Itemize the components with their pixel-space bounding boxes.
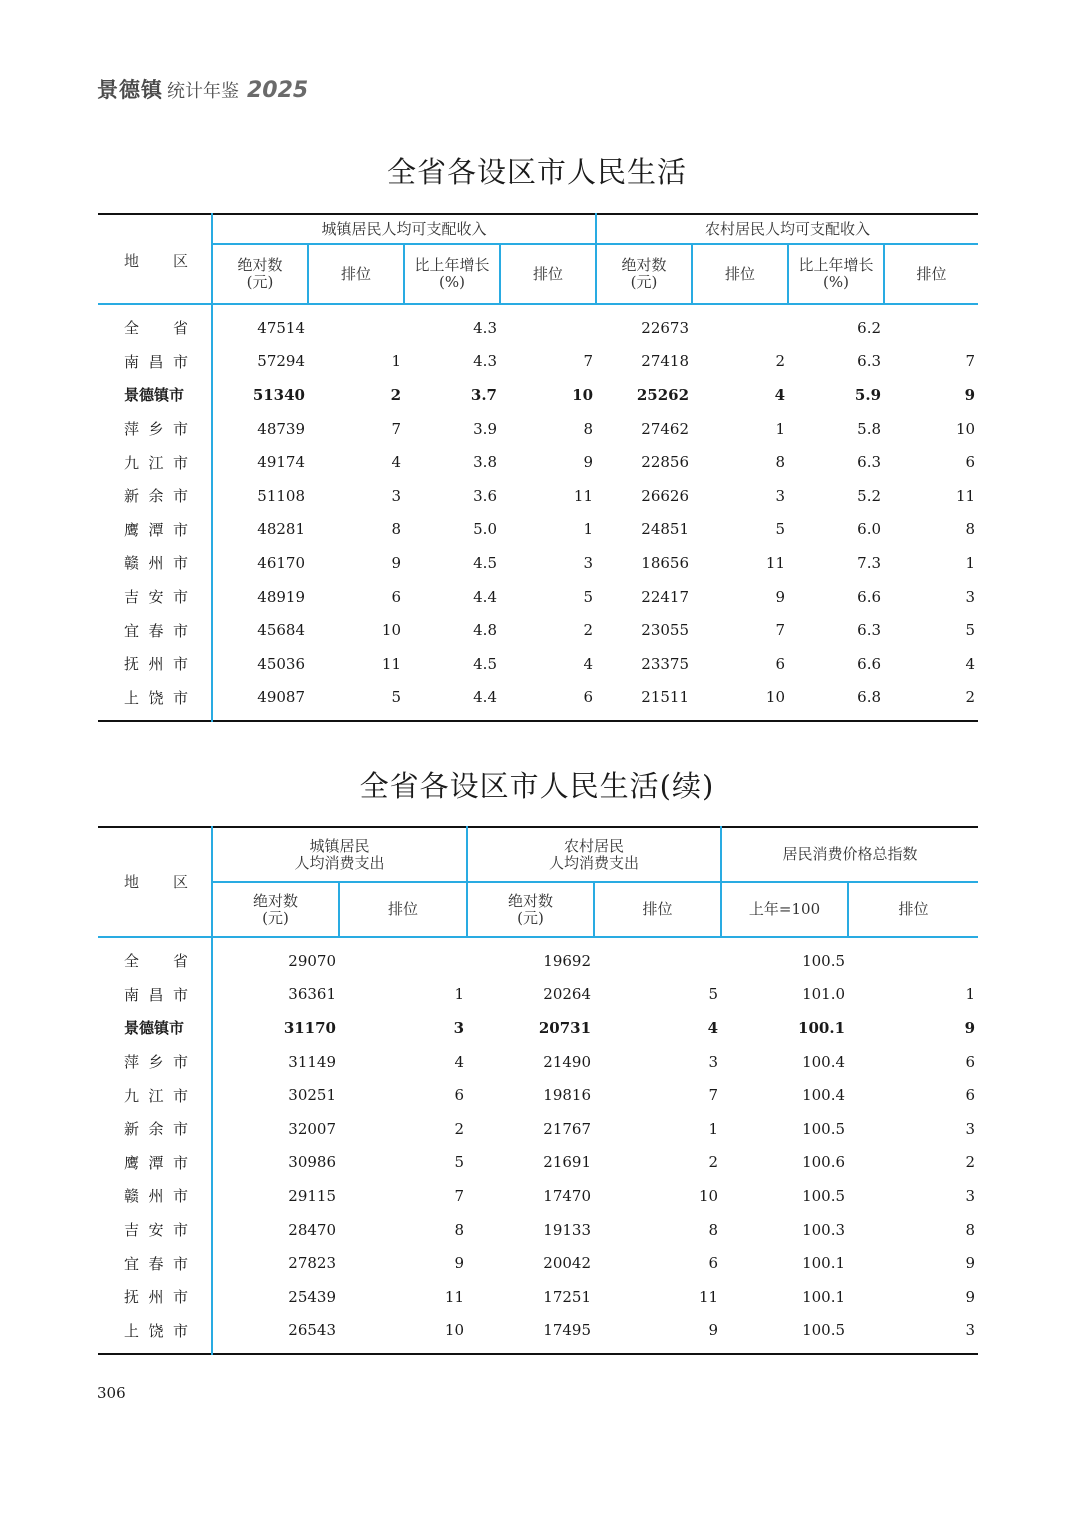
brand-year: 2025 [247, 78, 309, 103]
data-cell: 3 [708, 1052, 719, 1071]
data-cell: 6.2 [857, 318, 882, 337]
col-header-index: 上年=100 [721, 882, 848, 937]
region-cell: 景德镇市 [124, 1019, 185, 1038]
region-column-header: 地 区 [124, 872, 188, 891]
data-cell: 7 [965, 352, 976, 371]
data-cell: 32007 [212, 1112, 339, 1146]
data-cell: 1 [454, 985, 465, 1004]
consumption-table [98, 826, 978, 1355]
data-cell: 100.1 [802, 1254, 846, 1273]
data-cell: 7 [454, 1186, 465, 1205]
region-cell: 上饶市 [124, 1321, 188, 1340]
urban-consumption-group-header: 城镇居民 人均消费支出 [212, 827, 467, 882]
col-header-absolute: 绝对数 (元) [212, 244, 308, 304]
data-cell: 6.3 [857, 352, 882, 371]
data-cell: 8 [391, 520, 401, 539]
table-row [98, 937, 978, 978]
data-cell: 26626 [641, 486, 690, 505]
table-row [98, 1246, 978, 1280]
col-header-rank: 排位 [884, 244, 978, 304]
data-cell: 3 [965, 587, 976, 606]
data-cell: 25262 [636, 385, 690, 404]
col-header-growth: 比上年增长 (%) [788, 244, 884, 304]
data-cell: 9 [708, 1321, 719, 1340]
table2-title: 全省各设区市人民生活(续) [359, 769, 715, 803]
data-cell: 4.3 [473, 352, 497, 371]
data-cell: 49087 [212, 681, 308, 722]
data-cell: 19692 [543, 951, 592, 970]
table-row [98, 513, 978, 547]
region-cell: 吉安市 [124, 588, 188, 607]
data-cell: 27418 [641, 352, 690, 371]
data-cell: 30986 [212, 1146, 339, 1180]
data-cell: 100.5 [802, 1321, 846, 1340]
data-cell: 6 [454, 1086, 465, 1105]
running-header [97, 74, 308, 104]
data-cell: 3 [965, 1186, 976, 1205]
data-cell: 47514 [212, 304, 308, 345]
data-cell: 18656 [641, 553, 690, 572]
table-row [98, 1045, 978, 1079]
data-cell: 8 [775, 453, 786, 472]
data-cell: 11 [444, 1287, 465, 1306]
table-row [98, 647, 978, 681]
data-cell: 11 [381, 654, 401, 673]
table-row [98, 1112, 978, 1146]
data-cell: 46170 [212, 546, 308, 580]
table-row [98, 378, 978, 412]
income-table [98, 213, 978, 722]
data-cell: 21691 [543, 1153, 592, 1172]
data-cell: 3.7 [470, 385, 497, 404]
data-cell: 100.4 [802, 1052, 846, 1071]
data-cell: 11 [698, 1287, 719, 1306]
col-header-absolute: 绝对数 (元) [467, 882, 594, 937]
data-cell: 5 [583, 587, 594, 606]
data-cell: 21511 [641, 688, 690, 707]
data-cell: 2 [583, 621, 594, 640]
table-row [98, 1146, 978, 1180]
data-cell: 31170 [212, 1011, 339, 1045]
table-row [98, 1314, 978, 1355]
data-cell: 25439 [212, 1280, 339, 1314]
data-cell: 3 [453, 1018, 465, 1037]
data-cell: 8 [454, 1220, 465, 1239]
region-cell: 萍乡市 [124, 1053, 188, 1072]
col-header-absolute: 绝对数 (元) [596, 244, 692, 304]
data-cell: 10 [698, 1186, 719, 1205]
table-row [98, 1078, 978, 1112]
table-row [98, 1213, 978, 1247]
table1-title: 全省各设区市人民生活 [386, 155, 687, 189]
data-cell: 4 [965, 654, 976, 673]
col-header-absolute: 绝对数 (元) [212, 882, 339, 937]
data-cell: 5.8 [857, 419, 882, 438]
col-header-rank: 排位 [308, 244, 404, 304]
data-cell: 23375 [641, 654, 690, 673]
data-cell: 31149 [212, 1045, 339, 1079]
data-cell: 9 [965, 1287, 976, 1306]
data-cell: 3 [965, 1321, 976, 1340]
data-cell: 1 [965, 553, 976, 572]
rural-consumption-group-header: 农村居民 人均消费支出 [467, 827, 721, 882]
data-cell: 3 [965, 1119, 976, 1138]
data-cell: 100.1 [798, 1018, 846, 1037]
data-cell: 10 [765, 688, 786, 707]
data-cell: 6.8 [857, 688, 882, 707]
brand-name: 景德镇 [97, 78, 163, 102]
data-cell: 1 [583, 520, 594, 539]
data-cell: 5.0 [473, 520, 497, 539]
table-row [98, 1179, 978, 1213]
data-cell: 3 [583, 553, 594, 572]
data-cell: 7.3 [857, 553, 882, 572]
data-cell: 3.9 [473, 419, 497, 438]
rural-income-group-header: 农村居民人均可支配收入 [596, 214, 978, 244]
data-cell: 10 [444, 1321, 465, 1340]
data-cell: 6 [965, 1052, 976, 1071]
data-cell: 3 [391, 486, 401, 505]
data-cell: 26543 [212, 1314, 339, 1355]
data-cell: 4 [707, 1018, 719, 1037]
data-cell: 10 [381, 621, 401, 640]
data-cell: 4.4 [473, 587, 497, 606]
data-cell: 5 [391, 688, 401, 707]
data-cell [594, 937, 721, 978]
data-cell: 17251 [543, 1287, 592, 1306]
consumption-table-body [98, 937, 978, 1354]
data-cell: 6 [965, 453, 976, 472]
data-cell: 7 [391, 419, 401, 438]
data-cell: 11 [573, 486, 594, 505]
data-cell: 9 [391, 553, 401, 572]
data-cell: 10 [955, 419, 976, 438]
data-cell: 22856 [641, 453, 690, 472]
region-cell: 吉安市 [124, 1221, 188, 1240]
data-cell: 10 [572, 385, 594, 404]
data-cell: 29070 [212, 937, 339, 978]
data-cell: 1 [708, 1119, 719, 1138]
data-cell: 8 [965, 520, 976, 539]
data-cell: 6.6 [857, 654, 882, 673]
data-cell [308, 304, 404, 345]
data-cell: 17470 [543, 1186, 592, 1205]
col-header-growth: 比上年增长 (%) [404, 244, 500, 304]
page-number: 306 [97, 1384, 126, 1402]
region-cell: 赣州市 [124, 554, 188, 573]
table-row [98, 304, 978, 345]
data-cell: 30251 [212, 1078, 339, 1112]
data-cell: 100.5 [802, 1186, 846, 1205]
region-cell: 抚州市 [124, 655, 188, 674]
data-cell: 5.9 [854, 385, 882, 404]
data-cell: 2 [965, 688, 976, 707]
data-cell: 100.4 [802, 1086, 846, 1105]
region-cell: 景德镇市 [124, 386, 185, 405]
data-cell: 17495 [543, 1321, 592, 1340]
data-cell: 49174 [212, 445, 308, 479]
data-cell: 20264 [543, 985, 592, 1004]
data-cell: 23055 [641, 621, 690, 640]
cpi-group-header: 居民消费价格总指数 [721, 827, 978, 882]
data-cell: 4 [583, 654, 594, 673]
data-cell: 24851 [641, 520, 690, 539]
data-cell: 5 [775, 520, 786, 539]
col-header-rank: 排位 [848, 882, 978, 937]
table-row [98, 345, 978, 379]
data-cell: 2 [965, 1153, 976, 1172]
data-cell: 19133 [543, 1220, 592, 1239]
data-cell: 6.6 [857, 587, 882, 606]
data-cell: 6 [965, 1086, 976, 1105]
data-cell: 6 [775, 654, 786, 673]
table-row [98, 546, 978, 580]
region-cell: 新余市 [124, 487, 188, 506]
data-cell: 100.3 [802, 1220, 846, 1239]
data-cell: 9 [775, 587, 786, 606]
region-cell: 九江市 [124, 453, 188, 472]
table-row [98, 613, 978, 647]
table-row [98, 580, 978, 614]
table-row [98, 1280, 978, 1314]
data-cell: 2 [454, 1119, 465, 1138]
data-cell: 51108 [212, 479, 308, 513]
data-cell: 4 [774, 385, 786, 404]
region-cell: 南昌市 [124, 985, 188, 1004]
region-cell: 全 省 [124, 952, 188, 971]
col-header-rank: 排位 [692, 244, 788, 304]
data-cell: 100.6 [802, 1153, 846, 1172]
data-cell: 11 [955, 486, 976, 505]
region-cell: 宜春市 [124, 1254, 188, 1273]
data-cell: 3.8 [473, 453, 497, 472]
income-table-body [98, 304, 978, 721]
data-cell: 7 [708, 1086, 719, 1105]
data-cell: 11 [765, 553, 786, 572]
data-cell: 4 [454, 1052, 465, 1071]
data-cell: 6.3 [857, 453, 882, 472]
data-cell: 5.2 [857, 486, 882, 505]
data-cell: 22673 [641, 318, 690, 337]
table-row [98, 1011, 978, 1045]
data-cell: 3 [775, 486, 786, 505]
data-cell: 20731 [538, 1018, 592, 1037]
region-cell: 赣州市 [124, 1187, 188, 1206]
data-cell: 101.0 [802, 985, 846, 1004]
data-cell: 2 [708, 1153, 719, 1172]
data-cell: 9 [583, 453, 594, 472]
data-cell: 22417 [641, 587, 690, 606]
table-row [98, 445, 978, 479]
data-cell: 6 [583, 688, 594, 707]
data-cell: 1 [391, 352, 401, 371]
data-cell: 5 [708, 985, 719, 1004]
region-cell: 宜春市 [124, 621, 188, 640]
data-cell: 48739 [212, 412, 308, 446]
data-cell: 2 [390, 385, 401, 404]
data-cell [884, 304, 978, 345]
table-row [98, 681, 978, 722]
data-cell: 45684 [212, 613, 308, 647]
data-cell: 19816 [543, 1086, 592, 1105]
data-cell [848, 937, 978, 978]
region-cell: 新余市 [124, 1120, 188, 1139]
data-cell: 4.5 [473, 553, 497, 572]
data-cell: 27462 [641, 419, 690, 438]
col-header-rank: 排位 [339, 882, 467, 937]
data-cell: 2 [775, 352, 786, 371]
data-cell [339, 937, 467, 978]
data-cell: 5 [965, 621, 976, 640]
data-cell: 6.3 [857, 621, 882, 640]
data-cell: 5 [454, 1153, 465, 1172]
region-cell: 鹰潭市 [124, 1153, 188, 1172]
data-cell [500, 304, 596, 345]
region-cell: 南昌市 [124, 352, 188, 371]
data-cell: 7 [775, 621, 786, 640]
data-cell: 100.5 [802, 1119, 846, 1138]
data-cell: 9 [964, 1018, 976, 1037]
data-cell: 100.1 [802, 1287, 846, 1306]
data-cell: 8 [583, 419, 594, 438]
data-cell: 36361 [212, 978, 339, 1012]
table-row [98, 479, 978, 513]
data-cell: 20042 [543, 1254, 592, 1273]
data-cell: 27823 [212, 1246, 339, 1280]
data-cell: 9 [965, 1254, 976, 1273]
urban-income-group-header: 城镇居民人均可支配收入 [212, 214, 596, 244]
data-cell: 1 [965, 985, 976, 1004]
data-cell: 29115 [212, 1179, 339, 1213]
data-cell: 21490 [543, 1052, 592, 1071]
data-cell: 9 [454, 1254, 465, 1273]
region-cell: 全 省 [124, 319, 188, 338]
region-cell: 萍乡市 [124, 420, 188, 439]
table-row [98, 978, 978, 1012]
region-cell: 抚州市 [124, 1288, 188, 1307]
data-cell: 28470 [212, 1213, 339, 1247]
data-cell: 6 [391, 587, 401, 606]
data-cell: 8 [965, 1220, 976, 1239]
data-cell: 21767 [543, 1119, 592, 1138]
data-cell: 3.6 [473, 486, 497, 505]
data-cell: 6.0 [857, 520, 882, 539]
data-cell: 51340 [212, 378, 308, 412]
data-cell: 7 [583, 352, 594, 371]
region-column-header: 地 区 [124, 252, 188, 270]
col-header-rank: 排位 [594, 882, 721, 937]
data-cell: 4.5 [473, 654, 497, 673]
region-cell: 九江市 [124, 1086, 188, 1105]
data-cell [692, 304, 788, 345]
data-cell: 4.3 [473, 318, 497, 337]
data-cell: 45036 [212, 647, 308, 681]
data-cell: 9 [964, 385, 976, 404]
data-cell: 48281 [212, 513, 308, 547]
region-cell: 鹰潭市 [124, 520, 188, 539]
col-header-rank: 排位 [500, 244, 596, 304]
data-cell: 100.5 [802, 951, 846, 970]
brand-subtitle: 统计年鉴 [167, 81, 239, 102]
data-cell: 4 [391, 453, 401, 472]
data-cell: 4.8 [473, 621, 497, 640]
data-cell: 6 [708, 1254, 719, 1273]
data-cell: 48919 [212, 580, 308, 614]
data-cell: 4.4 [473, 688, 497, 707]
region-cell: 上饶市 [124, 688, 188, 707]
data-cell: 1 [775, 419, 786, 438]
data-cell: 57294 [212, 345, 308, 379]
table-row [98, 412, 978, 446]
data-cell: 8 [708, 1220, 719, 1239]
